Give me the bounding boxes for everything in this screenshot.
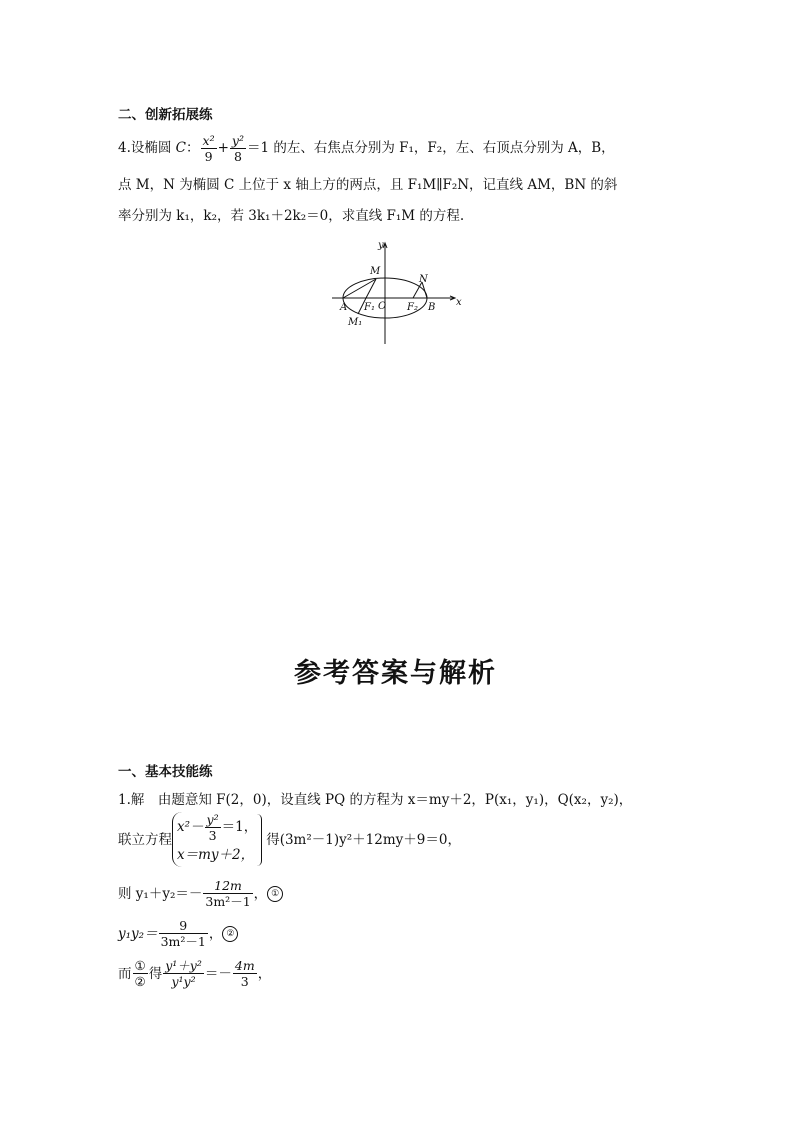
label-F1: F₁ <box>364 302 375 313</box>
fraction-product <box>159 918 208 949</box>
fraction-numerator: ① <box>134 958 146 973</box>
solution1-sum <box>118 878 283 909</box>
colon: ： <box>186 140 200 156</box>
equation-marker-1: ① <box>267 886 283 902</box>
ratio-prefix: 而 <box>118 965 132 982</box>
sum-prefix: 则 y₁＋y₂＝－ <box>118 885 203 902</box>
fraction-numerator: x² <box>202 133 215 148</box>
fraction-x2-over-9 <box>201 133 217 164</box>
problem4-line1 <box>118 133 615 164</box>
fraction-denominator: ② <box>134 974 146 989</box>
label-M1: M₁ <box>348 317 363 328</box>
system-row2: x＝my＋2， <box>177 847 255 863</box>
fraction-numerator: y¹＋y² <box>165 958 202 973</box>
section-heading-basic: 一、基本技能练 <box>118 764 213 780</box>
label-B: B <box>428 302 436 313</box>
sum-suffix: ， <box>253 885 268 902</box>
product-prefix: y₁y₂＝ <box>118 925 158 942</box>
fraction-denominator: 9 <box>204 149 213 164</box>
fraction-y2-over-8 <box>230 133 246 164</box>
equation-marker-2: ② <box>222 926 238 942</box>
label-M: M <box>370 266 381 277</box>
system-result: 得(3m²－1)y²＋12my＋9＝0， <box>266 831 461 848</box>
label-N: N <box>419 274 428 285</box>
label-F2: F₂ <box>407 302 418 313</box>
problem4-line1-rest: ＝1 的左、右焦点分别为 F₁，F₂，左、右顶点分别为 A，B， <box>246 140 615 156</box>
solution1-line1: 1.解 由题意知 F(2，0)，设直线 PQ 的方程为 x＝my＋2，P(x₁，y₁)，Q(x₂，y₂)， <box>118 792 633 808</box>
fraction-numerator: 9 <box>159 918 208 934</box>
ratio-mid: 得 <box>148 965 163 982</box>
system-right-brace <box>257 814 262 866</box>
ratio-equals: ＝－ <box>204 965 232 982</box>
fraction-denominator: 3 <box>208 828 217 843</box>
problem4-line2: 点 M，N 为椭圆 C 上位于 x 轴上方的两点，且 F₁M∥F₂N，记直线 AM，BN 的斜 <box>118 177 618 193</box>
fraction-denominator: 8 <box>233 149 242 164</box>
fraction-denominator: y¹y² <box>171 974 196 989</box>
fraction-denominator: 3m²－1 <box>205 894 251 909</box>
fraction-sum <box>203 878 252 909</box>
fraction-denominator: 3m²－1 <box>160 934 206 949</box>
system-brace <box>172 812 257 867</box>
plus-sign: + <box>217 140 229 156</box>
ellipse-name: C <box>175 140 187 156</box>
fraction-4m-over-3 <box>233 958 257 989</box>
system-row1-b: ＝1， <box>221 819 258 835</box>
solution1-product <box>118 918 238 949</box>
fraction-y2-over-3 <box>205 812 221 843</box>
solution1-system <box>118 812 461 867</box>
fraction-numerator: y² <box>231 133 244 148</box>
ratio-suffix: ， <box>257 965 272 982</box>
fraction-numerator: 4m <box>234 958 255 973</box>
label-x: x <box>456 297 462 308</box>
fraction-circle-ratio <box>133 958 148 989</box>
fraction-y-ratio <box>163 958 204 989</box>
label-O: O <box>378 301 387 312</box>
problem4-prefix: 4.设椭圆 <box>118 140 176 156</box>
product-suffix: ， <box>208 925 223 942</box>
fraction-denominator: 3 <box>240 974 249 989</box>
fraction-numerator: y² <box>206 812 219 827</box>
solution1-ratio <box>118 958 271 989</box>
system-prefix: 联立方程 <box>118 831 172 848</box>
section-heading-innovation: 二、创新拓展练 <box>118 107 213 123</box>
fraction-numerator: 12m <box>203 878 252 894</box>
system-row1-a: x²－ <box>177 819 204 835</box>
problem4-line3: 率分别为 k₁，k₂，若 3k₁＋2k₂＝0，求直线 F₁M 的方程. <box>118 208 465 224</box>
label-y: y <box>378 240 384 251</box>
ellipse-figure <box>328 238 468 348</box>
answers-title: 参考答案与解析 <box>294 658 497 689</box>
system-row1 <box>177 812 257 843</box>
label-A: A <box>340 302 348 313</box>
